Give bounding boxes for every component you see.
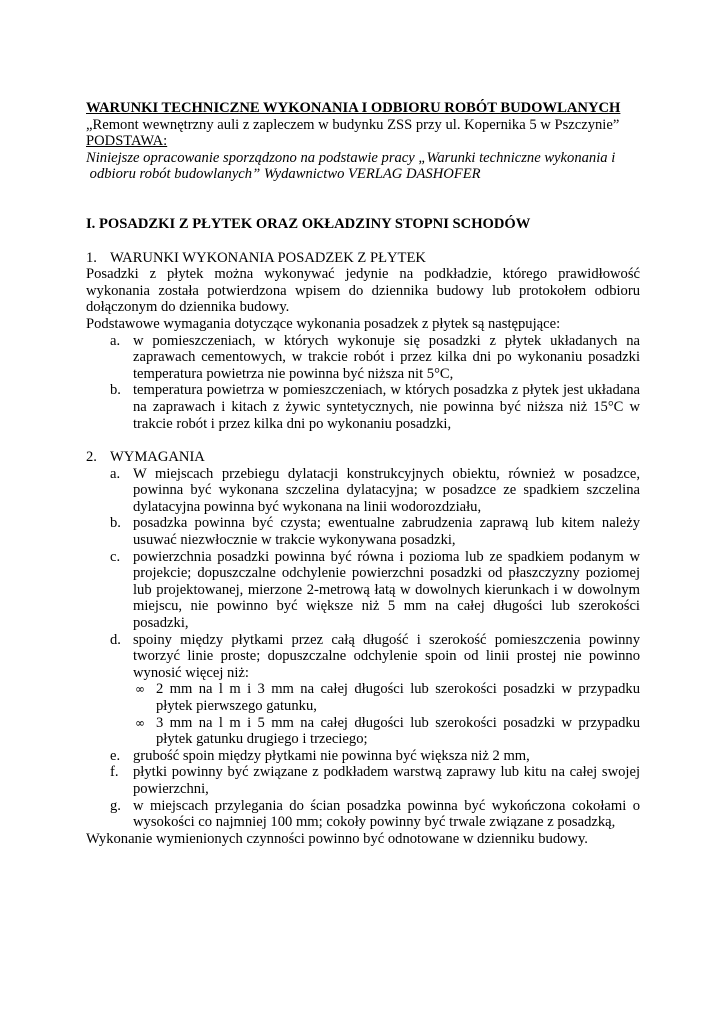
list-item-line: temperatura powietrza w pomieszczeniach, w których posadzka z płytek jest układana	[133, 382, 640, 399]
document-title: WARUNKI TECHNICZNE WYKONANIA I ODBIORU ROBÓT BUDOWLANYCH	[86, 100, 621, 116]
list-item-line: usuwać niezwłocznie w trakcie wykonywana posadzki,	[133, 532, 456, 549]
section-title: I. POSADZKI Z PŁYTEK ORAZ OKŁADZINY STOPNI SCHODÓW	[86, 215, 531, 232]
list-item-line: posadzki,	[133, 615, 189, 632]
list-item-line: płytki powinny być związane z podkładem warstwą zaprawy lub kitu na całej swojej	[133, 764, 640, 781]
list-marker: b.	[110, 515, 121, 532]
paragraph-line: dołączonym do dziennika budowy.	[86, 299, 290, 316]
list-marker: f.	[110, 764, 119, 781]
list-item-line: w pomieszczeniach, w których wykonuje się posadzki z płytek układanych na	[133, 332, 640, 349]
list-marker: b.	[110, 382, 121, 399]
list-item	[86, 466, 640, 516]
list-marker: d.	[110, 631, 121, 648]
list-item	[86, 748, 640, 765]
list-item-line: powierzchni,	[133, 780, 209, 797]
list-item-line: temperatura powietrza nie powinna być niższa nit 5°C,	[133, 365, 454, 382]
list-item	[86, 632, 640, 682]
sub-list-item-line: płytek gatunku drugiego i trzeciego;	[156, 731, 368, 748]
list-marker: c.	[110, 548, 121, 565]
list-item	[86, 333, 640, 383]
list-item	[86, 798, 640, 831]
list-item-line: powierzchnia posadzki powinna być równa i pozioma lub ze spadkiem podanym w	[133, 548, 640, 565]
sub-list-item-line: 3 mm na l m i 5 mm na całej długości lub szerokości posadzki w przypadku	[156, 714, 640, 731]
list-item-line: W miejscach przebiegu dylatacji konstrukcyjnych obiektu, również w posadzce,	[133, 465, 640, 482]
closing-statement: Wykonanie wymienionych czynności powinno być odnotowane w dzienniku budowy.	[86, 830, 588, 847]
sub-list-item-line: płytek pierwszego gatunku,	[156, 698, 317, 714]
list-marker: a.	[110, 332, 121, 349]
requirements-intro: Podstawowe wymagania dotyczące wykonania posadzek z płytek są następujące:	[86, 315, 561, 332]
paragraph-line: wykonania została potwierdzona wpisem do dziennika budowy lub protokołem odbioru	[86, 282, 640, 299]
paragraph-line: Posadzki z płytek można wykonywać jedynie na podkładzie, którego prawidłowość	[86, 266, 640, 283]
document-page	[86, 100, 640, 847]
subsection-1-heading	[86, 250, 640, 267]
list-item-line: powinna być wykonana szczelina dylatacyjna; w posadzce ze spadkiem szczelina	[133, 482, 640, 499]
subsection-1-title: WARUNKI WYKONANIA POSADZEK Z PŁYTEK	[110, 249, 426, 266]
list-item-line: lub projektowanej, mierzone 2-metrową łatą w dowolnych kierunkach i w dowolnym	[133, 581, 640, 598]
basis-label: PODSTAWA:	[86, 133, 168, 150]
list-item-line: wynosić więcej niż:	[133, 664, 249, 681]
sub-list-item-line: 2 mm na l m i 3 mm na całej długości lub szerokości posadzki w przypadku	[156, 681, 640, 698]
list-item-line: trakcie robót i przez kilka dni po wykonaniu posadzki,	[133, 415, 452, 432]
infinity-bullet-icon: ∞	[135, 715, 145, 730]
list-item-line: tworzyć linie proste; dopuszczalne odchylenie spoin od linii prostej nie powinno	[133, 648, 640, 665]
list-item	[86, 549, 640, 632]
sub-list-item	[86, 681, 640, 714]
basis-text-line-2: odbioru robót budowlanych” Wydawnictwo VERLAG DASHOFER	[86, 166, 481, 183]
infinity-bullet-icon: ∞	[135, 682, 145, 697]
list-item-line: zaprawach cementowych, w trakcie robót i przez kilka dni po wykonaniu posadzki	[133, 349, 640, 366]
basis-text-line-1: Niniejsze opracowanie sporządzono na podstawie pracy „Warunki techniczne wykonania i	[86, 149, 616, 166]
list-item-line: miejscu, nie powinno być większe niż 5 mm na całej długości lub szerokości	[133, 598, 640, 615]
list-item-line: grubość spoin między płytkami nie powinna być większa niż 2 mm,	[133, 747, 530, 764]
sub-list-item	[86, 715, 640, 748]
list-item-line: dylatacyjna powinna być wykonana na linii wodorozdziału,	[133, 498, 482, 515]
list-item	[86, 382, 640, 432]
list-item	[86, 515, 640, 548]
subsection-2-number: 2.	[86, 449, 97, 466]
subsection-2-title: WYMAGANIA	[110, 449, 205, 466]
subsection-1-paragraph	[86, 266, 640, 316]
subsection-1-number: 1.	[86, 249, 97, 266]
list-marker: g.	[110, 797, 121, 814]
list-item-line: posadzka powinna być czysta; ewentualne zabrudzenia zaprawą lub kitem należy	[133, 515, 640, 532]
subsection-2-heading	[86, 449, 640, 466]
list-item-line: wysokości co najmniej 100 mm; cokoły powinny być trwale związane z posadzką,	[133, 814, 616, 831]
list-item-line: w miejscach przylegania do ścian posadzka powinna być wykończona cokołami o	[133, 797, 640, 814]
list-item-line: projekcie; dopuszczalne odchylenie powierzchni posadzki od płaszczyzny poziomej	[133, 565, 640, 582]
project-name: „Remont wewnętrzny auli z zapleczem w budynku ZSS przy ul. Kopernika 5 w Pszczynie”	[86, 116, 620, 133]
list-marker: a.	[110, 465, 121, 482]
list-item-line: spoiny między płytkami przez całą długość i szerokość pomieszczenia powinny	[133, 631, 640, 648]
list-item	[86, 764, 640, 797]
list-marker: e.	[110, 747, 121, 764]
list-item-line: na zaprawach i kitach z żywic syntetycznych, nie powinna być niższa niż 15°C w	[133, 398, 640, 415]
